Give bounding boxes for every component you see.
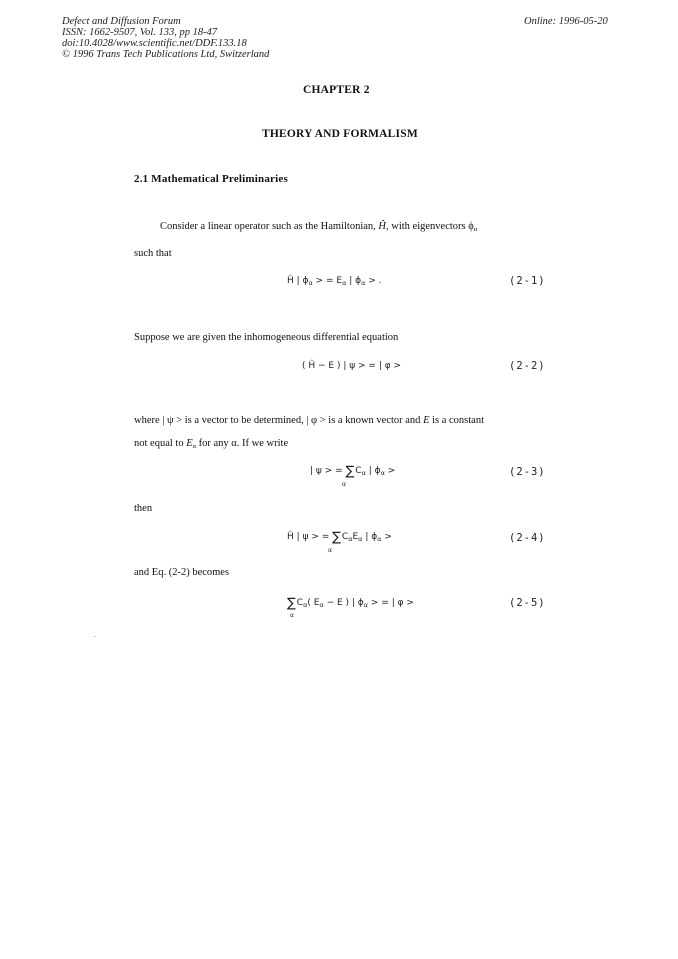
paragraph-1-line-1: Consider a linear operator such as the Hamiltonian, Ĥ, with eigenvectors $\phi_\alpha$ xyxy=(160,221,478,233)
paragraph-2: Suppose we are given the inhomogeneous differential equation xyxy=(134,332,399,343)
sum-index-2-3: α xyxy=(342,481,346,488)
paragraph-4: then xyxy=(134,503,153,514)
equation-2-1: Ĥ | $\phi_\alpha$ > = $E_\alpha$ | $\phi_\alpha$ > . xyxy=(287,276,382,287)
equation-2-2-number: (2-2) xyxy=(509,360,546,372)
equation-2-2: ( Ĥ − E ) | ψ > = | φ > xyxy=(302,361,402,371)
section-heading: 2.1 Mathematical Preliminaries xyxy=(134,173,288,185)
paragraph-3-line-2: not equal to $E_\alpha$ for any α. If we write xyxy=(134,438,289,450)
equation-2-3: | ψ > = $\sum C_\alpha$ | $\phi_\alpha$ > xyxy=(310,464,396,479)
paragraph-5: and Eq. (2-2) becomes xyxy=(134,567,230,578)
equation-2-3-number: (2-3) xyxy=(509,466,546,478)
equation-2-5-number: (2-5) xyxy=(509,597,546,609)
scan-speck xyxy=(94,636,96,637)
equation-2-1-number: (2-1) xyxy=(509,275,546,287)
chapter-title: THEORY AND FORMALISM xyxy=(262,128,418,140)
sum-index-2-5: α xyxy=(290,612,294,619)
doi-link[interactable]: doi:10.4028/www.scientific.net/DDF.133.18 xyxy=(62,38,247,49)
paragraph-1-line-2: such that xyxy=(134,248,172,259)
paragraph-3-line-1: where | ψ > is a vector to be determined, | φ > is a known vector and E is a constant xyxy=(134,415,485,426)
chapter-label: CHAPTER 2 xyxy=(303,84,370,96)
sum-index-2-4: α xyxy=(328,547,332,554)
issn-line: ISSN: 1662-9507, Vol. 133, pp 18-47 xyxy=(62,27,218,38)
journal-name: Defect and Diffusion Forum xyxy=(62,16,181,27)
equation-2-5: $\sum C_\alpha$( $E_\alpha - E$ ) | $\phi_\alpha$ > = | φ > xyxy=(287,596,414,611)
online-date: Online: 1996-05-20 xyxy=(524,16,608,27)
copyright-line: © 1996 Trans Tech Publications Ltd, Switzerland xyxy=(62,49,270,60)
equation-2-4: Ĥ | ψ > = $\sum C_\alpha E_\alpha$ | $\phi_\alpha$ > xyxy=(287,530,392,545)
equation-2-4-number: (2-4) xyxy=(509,532,546,544)
